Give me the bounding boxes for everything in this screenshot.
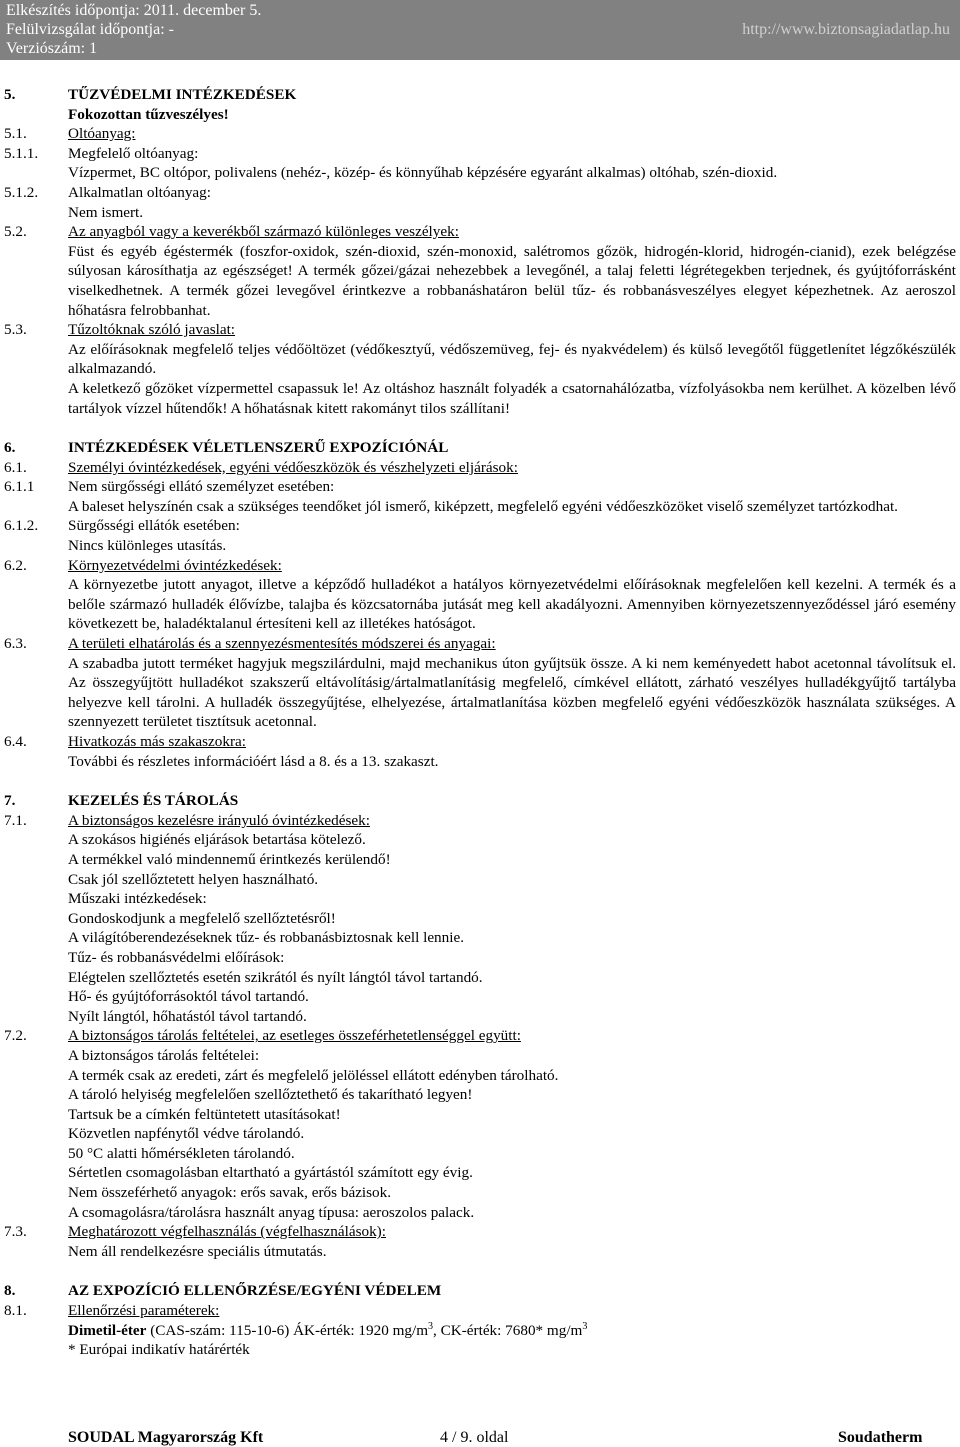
storage-line: A termék csak az eredeti, zárt és megfelelő jelöléssel ellátott edényben tárolható. xyxy=(68,1066,559,1084)
version-number: Verziószám: 1 xyxy=(6,40,98,57)
ck-value: , CK-érték: 7680* mg/m xyxy=(433,1321,583,1339)
section-7-heading: 7. KEZELÉS ÉS TÁROLÁS xyxy=(4,791,960,811)
section-7-3: 7.3. Meghatározott végfelhasználás (végfelhasználások): xyxy=(4,1222,960,1242)
section-6-2: 6.2. Környezetvédelmi óvintézkedések: xyxy=(4,556,960,576)
section-6-1: 6.1. Személyi óvintézkedések, egyéni védőeszközök és vészhelyzeti eljárások: xyxy=(4,458,960,478)
handling-line: A termékkel való mindennemű érintkezés kerülendő! xyxy=(68,850,391,868)
document-body xyxy=(4,85,960,1360)
document-header xyxy=(0,0,960,60)
section-title: INTÉZKEDÉSEK VÉLETLENSZERŰ EXPOZÍCIÓNÁL xyxy=(68,439,449,457)
website-link[interactable]: http://www.biztonsagiadatlap.hu xyxy=(742,21,950,38)
handling-line: Műszaki intézkedések: xyxy=(68,890,207,908)
subsection-title: Sürgősségi ellátók esetében: xyxy=(68,517,240,535)
handling-line: Tűz- és robbanásvédelmi előírások: xyxy=(68,948,285,966)
firefighter-advice-2: A keletkező gőzöket vízpermettel csapassuk le! Az oltáshoz használt folyadék a csatornahálózatba, vízfolyásokba nem kerülhet. A közelben lévő tartályok vízzel hűtendők! A hőhatásnak kitett rakományt tilos szállítani! xyxy=(68,379,956,417)
section-title: AZ EXPOZÍCIÓ ELLENŐRZÉSE/EGYÉNI VÉDELEM xyxy=(68,1282,442,1300)
special-hazards-text: Füst és egyéb égéstermék (foszfor-oxidok, szén-dioxid, szén-monoxid, salétromos gőzök, hidrogén-klorid, hidrogén-cianid), ezek belégzése súlyosan károsíthatja az egészséget! A termék gőzei/gázai nehezebbek a levegőnél, a talaj feletti légrétegekben terjednek, és gyújtóforrásként viselkedhetnek. A termék gőzei levegővel érintkezve a robbanáshatáron belül tűz- és robbanásveszélyes elegyet képezhetnek. Az aeroszol hőhatásra felrobbanhat. xyxy=(68,242,956,319)
environmental-precautions-text: A környezetbe jutott anyagot, illetve a képződő hulladékot a hatályos környezetvédelmi előírásoknak megfelelően kell kezelni. A termék és a belőle származó hulladék élővízbe, talajba és közcsatornába jutását meg kell akadályozni. Amennyiben környezetszennyeződéssel járó esemény következett be, haladéktalanul értesíteni kell az illetékes hatóságot. xyxy=(68,576,956,633)
fire-warning: Fokozottan tűzveszélyes! xyxy=(68,105,229,123)
suitable-extinguishers: Vízpermet, BC oltópor, polivalens (nehéz-, közép- és könnyűhab képzésére egyaránt alkalmas) oltóhab, szén-dioxid. xyxy=(68,164,778,182)
section-title: KEZELÉS ÉS TÁROLÁS xyxy=(68,792,239,810)
section-5-1: 5.1. Oltóanyag: xyxy=(4,124,960,144)
handling-line: Gondoskodjunk a megfelelő szellőztetésről! xyxy=(68,909,336,927)
section-title: TŰZVÉDELMI INTÉZKEDÉSEK xyxy=(68,86,297,103)
section-6-1-2: 6.1.2. Sürgősségi ellátók esetében: xyxy=(4,516,960,536)
storage-line: Közvetlen napfénytől védve tárolandó. xyxy=(68,1125,305,1143)
revision-date: Felülvizsgálat időpontja: - xyxy=(6,21,174,38)
prepared-date: Elkészítés időpontja: 2011. december 5. xyxy=(6,2,262,19)
storage-line: A csomagolásra/tárolásra használt anyag típusa: aeroszolos palack. xyxy=(68,1203,475,1221)
subsection-title: Alkalmatlan oltóanyag: xyxy=(68,183,211,201)
emergency-responders-text: Nincs különleges utasítás. xyxy=(68,537,227,555)
section-5-2: 5.2. Az anyagból vagy a keverékből származó különleges veszélyek: xyxy=(4,222,960,242)
ak-value: (CAS-szám: 115-10-6) ÁK-érték: 1920 mg/m xyxy=(146,1321,429,1339)
exposure-limit-line xyxy=(4,1321,960,1341)
handling-line: Hő- és gyújtóforrásoktól távol tartandó. xyxy=(68,988,309,1006)
non-emergency-text: A baleset helyszínén csak a szükséges teendőket jól ismerő, kiképzett, megfelelő egyéni védőeszközöket viselő személyzet tartózkodhat. xyxy=(68,497,898,515)
company-name: SOUDAL Magyarország Kft xyxy=(68,1429,264,1446)
handling-line: Elégtelen szellőztetés esetén szikrától és nyílt lángtól távol tartandó. xyxy=(68,968,483,986)
limit-note: * Európai indikatív határérték xyxy=(68,1341,250,1359)
section-6-heading: 6. INTÉZKEDÉSEK VÉLETLENSZERŰ EXPOZÍCIÓNÁL xyxy=(4,438,960,458)
references-text: További és részletes információért lásd a 8. és a 13. szakaszt. xyxy=(68,752,439,770)
subsection-title: Tűzoltóknak szóló javaslat: xyxy=(68,321,236,339)
section-8-1: 8.1. Ellenőrzési paraméterek: xyxy=(4,1301,960,1321)
subsection-title: Meghatározott végfelhasználás (végfelhasználások): xyxy=(68,1223,386,1241)
end-use-text: Nem áll rendelkezésre speciális útmutatás. xyxy=(68,1242,327,1260)
storage-line: Tartsuk be a címkén feltüntetett utasításokat! xyxy=(68,1105,341,1123)
firefighter-advice-1: Az előírásoknak megfelelő teljes védőöltözet (védőkesztyű, védőszemüveg, fej- és nyakvédelem) és külső levegőtől függetlenítet légzőkészülék alkalmazandó. xyxy=(68,340,956,378)
handling-line: A világítóberendezéseknek tűz- és robbanásbiztosnak kell lennie. xyxy=(68,929,465,947)
subsection-title: Oltóanyag: xyxy=(68,125,136,143)
handling-line: A szokásos higiénés eljárások betartása kötelező. xyxy=(68,831,366,849)
substance-name: Dimetil-éter xyxy=(68,1321,147,1339)
section-6-3: 6.3. A területi elhatárolás és a szennyezésmentesítés módszerei és anyagai: xyxy=(4,634,960,654)
subsection-title: A biztonságos tárolás feltételei, az esetleges összeférhetetlenséggel együtt: xyxy=(68,1027,521,1045)
subsection-title: Ellenőrzési paraméterek: xyxy=(68,1302,220,1320)
unsuitable-extinguishers: Nem ismert. xyxy=(68,203,144,221)
storage-line: 50 °C alatti hőmérsékleten tárolandó. xyxy=(68,1144,295,1162)
subsection-title: Személyi óvintézkedések, egyéni védőeszközök és vészhelyzeti eljárások: xyxy=(68,458,518,476)
containment-text: A szabadba jutott terméket hagyjuk megszilárdulni, majd mechanikus úton gyűjtsük össze. A ki nem keményedett habot acetonnal távolítsuk el. Az összegyűjtött hulladékot szakszerű eltávolításig/ártalmatlanításig megfelelő, címkével ellátott, zárható veszélyes hulladékgyűjtő tartályba helyezve kell tárolni. A hulladék összegyűjtése, elhelyezése, ártalmatlanítása közben megfelelő egyéni védőeszközök használata szükséges. A szennyezett területet tisztítsuk acetonnal. xyxy=(68,654,956,731)
subsection-title: A területi elhatárolás és a szennyezésmentesítés módszerei és anyagai: xyxy=(68,635,496,653)
storage-line: Sértetlen csomagolásban eltartható a gyártástól számított egy évig. xyxy=(68,1164,473,1182)
section-5-1-1: 5.1.1. Megfelelő oltóanyag: xyxy=(4,144,960,164)
handling-line: Csak jól szellőztetett helyen használható. xyxy=(68,870,319,888)
subsection-title: Környezetvédelmi óvintézkedések: xyxy=(68,556,282,574)
product-name: Soudatherm xyxy=(838,1429,923,1446)
storage-line: Nem összeférhető anyagok: erős savak, erős bázisok. xyxy=(68,1184,392,1202)
section-5-1-2: 5.1.2. Alkalmatlan oltóanyag: xyxy=(4,183,960,203)
ak-unit-exponent: 3 xyxy=(428,1320,434,1332)
ck-unit-exponent: 3 xyxy=(582,1320,588,1332)
subsection-title: Hivatkozás más szakaszokra: xyxy=(68,733,246,750)
subsection-title: Nem sürgősségi ellátó személyzet esetében: xyxy=(68,478,335,496)
storage-line: A tároló helyiség megfelelően szellőztethető és takarítható legyen! xyxy=(68,1086,473,1104)
section-6-1-1: 6.1.1 Nem sürgősségi ellátó személyzet esetében: xyxy=(4,477,960,497)
subsection-title: Megfelelő oltóanyag: xyxy=(68,144,199,162)
section-6-4: 6.4. Hivatkozás más szakaszokra: xyxy=(4,732,960,752)
storage-line: A biztonságos tárolás feltételei: xyxy=(68,1046,260,1064)
section-7-2: 7.2. A biztonságos tárolás feltételei, az esetleges összeférhetetlenséggel együtt: xyxy=(4,1026,960,1046)
subsection-title: Az anyagból vagy a keverékből származó különleges veszélyek: xyxy=(68,223,459,241)
page-footer xyxy=(0,1428,960,1447)
section-8-heading: 8. AZ EXPOZÍCIÓ ELLENŐRZÉSE/EGYÉNI VÉDELEM xyxy=(4,1281,960,1301)
handling-line: Nyílt lángtól, hőhatástól távol tartandó. xyxy=(68,1007,307,1025)
subsection-title: A biztonságos kezelésre irányuló óvintézkedések: xyxy=(68,811,370,829)
section-5-heading: 5. TŰZVÉDELMI INTÉZKEDÉSEK xyxy=(4,85,960,105)
section-7-1: 7.1. A biztonságos kezelésre irányuló óvintézkedések: xyxy=(4,811,960,831)
page-number: 4 / 9. oldal xyxy=(440,1429,509,1446)
section-5-3: 5.3. Tűzoltóknak szóló javaslat: xyxy=(4,320,960,340)
